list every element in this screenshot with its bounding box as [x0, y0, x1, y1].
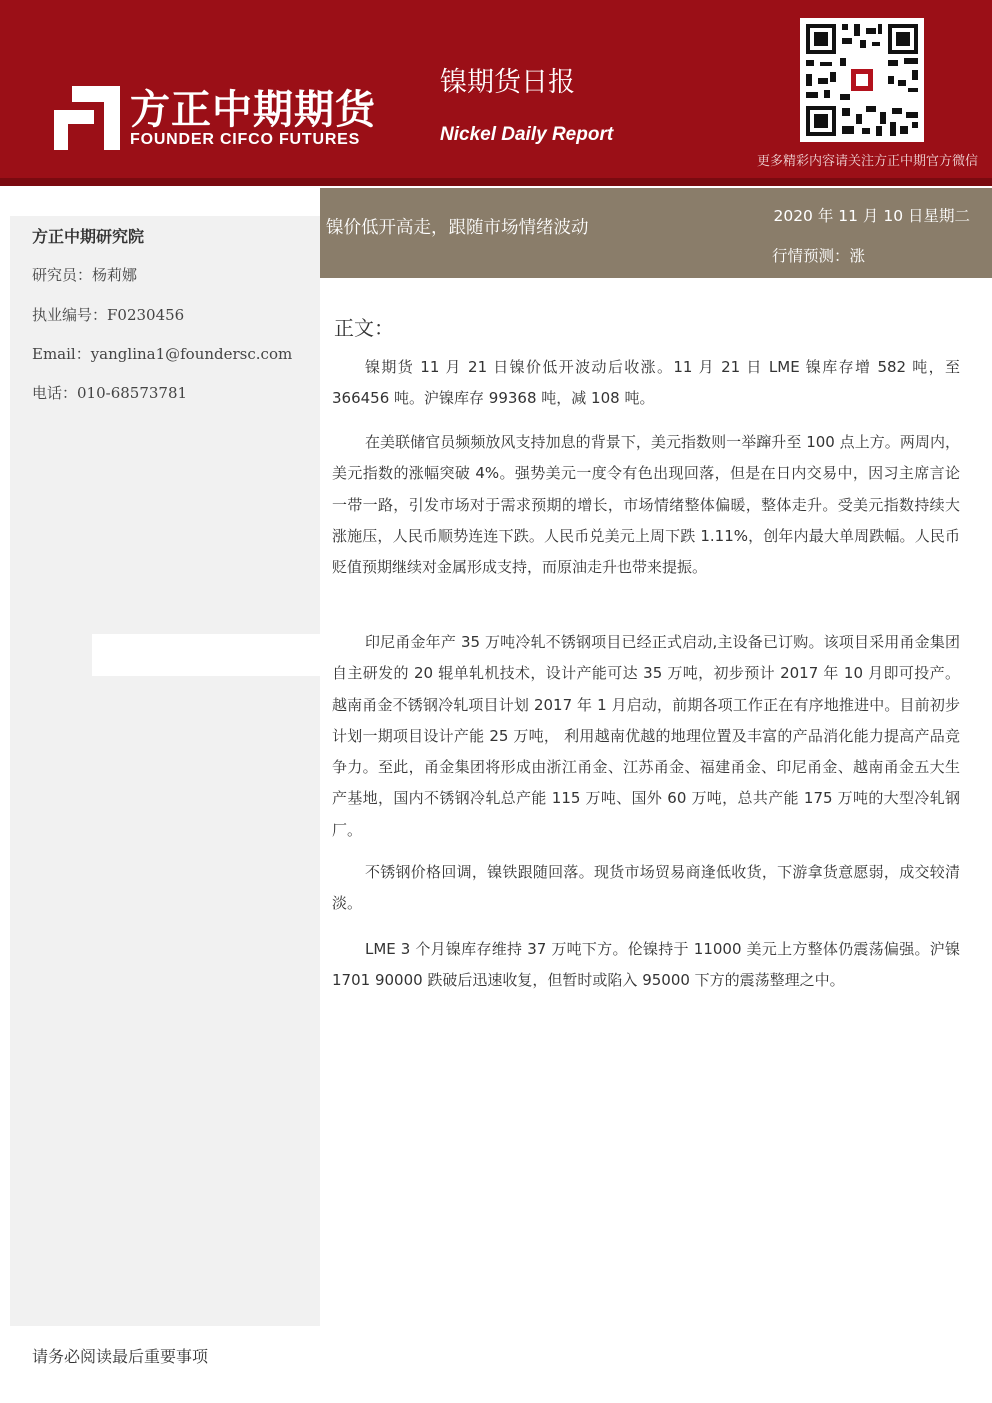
header-divider	[0, 178, 992, 186]
qr-code-icon[interactable]	[800, 18, 924, 142]
report-date: 2020 年 11 月 10 日星期二	[773, 207, 970, 225]
report-title-cn: 镍期货日报	[440, 67, 575, 98]
report-title-en: Nickel Daily Report	[440, 124, 614, 145]
disclaimer-note: 请务必阅读最后重要事项	[32, 1347, 209, 1366]
sidebar-tab-block	[92, 634, 320, 676]
company-logo-cn: 方正中期期货	[130, 87, 376, 133]
qr-caption: 更多精彩内容请关注方正中期官方微信	[756, 154, 978, 169]
company-logo-en: FOUNDER CIFCO FUTURES	[130, 131, 361, 148]
market-forecast: 行情预测：涨	[772, 247, 866, 265]
contact-phone: 电话：010-68573781	[32, 384, 188, 402]
researcher-name: 研究员：杨莉娜	[32, 266, 138, 284]
body-heading: 正文：	[334, 316, 394, 340]
body-paragraph-1: 镍期货 11 月 21 日镍价低开波动后收涨。11 月 21 日 LME 镍库存增 582 吨，至 366456 吨。沪镍库存 99368 吨，减 108 吨。	[332, 358, 960, 408]
body-paragraph-5: LME 3 个月镍库存维持 37 万吨下方。伦镍持于 11000 美元上方整体仍震荡偏强。沪镍 1701 90000 跌破后迅速收复，但暂时或陷入 95000 下方的震荡整理之中。	[332, 940, 960, 990]
report-headline: 镍价低开高走，跟随市场情绪波动	[326, 218, 589, 238]
contact-email: Email：yanglina1@foundersc.com	[32, 345, 293, 363]
institute-name: 方正中期研究院	[32, 227, 145, 246]
body-paragraph-2: 在美联储官员频频放风支持加息的背景下，美元指数则一举蹿升至 100 点上方。两周内，美元指数的涨幅突破 4%。强势美元一度令有色出现回落，但是在日内交易中，因习主席言论一带一路，引发市场对于需求预期的增长，市场情绪整体偏暖，整体走升。受美元指数持续大涨施压，人民币顺势连连下跌。人民币兑美元上周下跌 1.11%，创年内最大单周跌幅。人民币贬值预期继续对金属形成支持，而原油走升也带来提振。	[332, 433, 960, 577]
body-paragraph-4: 不锈钢价格回调，镍铁跟随回落。现货市场贸易商逢低收货，下游拿货意愿弱，成交较清淡。	[332, 863, 960, 913]
founder-logo-icon	[54, 86, 120, 150]
license-number: 执业编号：F0230456	[32, 306, 185, 324]
body-paragraph-3: 印尼甬金年产 35 万吨冷轧不锈钢项目已经正式启动,主设备已订购。该项目采用甬金集团自主研发的 20 辊单轧机技术，设计产能可达 35 万吨，初步预计 2017 年 10 月即可投产。越南甬金不锈钢冷轧项目计划 2017 年 1 月启动，前期各项工作正在有序地推进中。目前初步计划一期项目设计产能 25 万吨， 利用越南优越的地理位置及丰富的产品消化能力提高产品竞争力。至此，甬金集团将形成由浙江甬金、江苏甬金、福建甬金、印尼甬金、越南甬金五大生产基地，国内不锈钢冷轧总产能 115 万吨、国外 60 万吨，总共产能 175 万吨的大型冷轧钢厂。	[332, 633, 960, 839]
